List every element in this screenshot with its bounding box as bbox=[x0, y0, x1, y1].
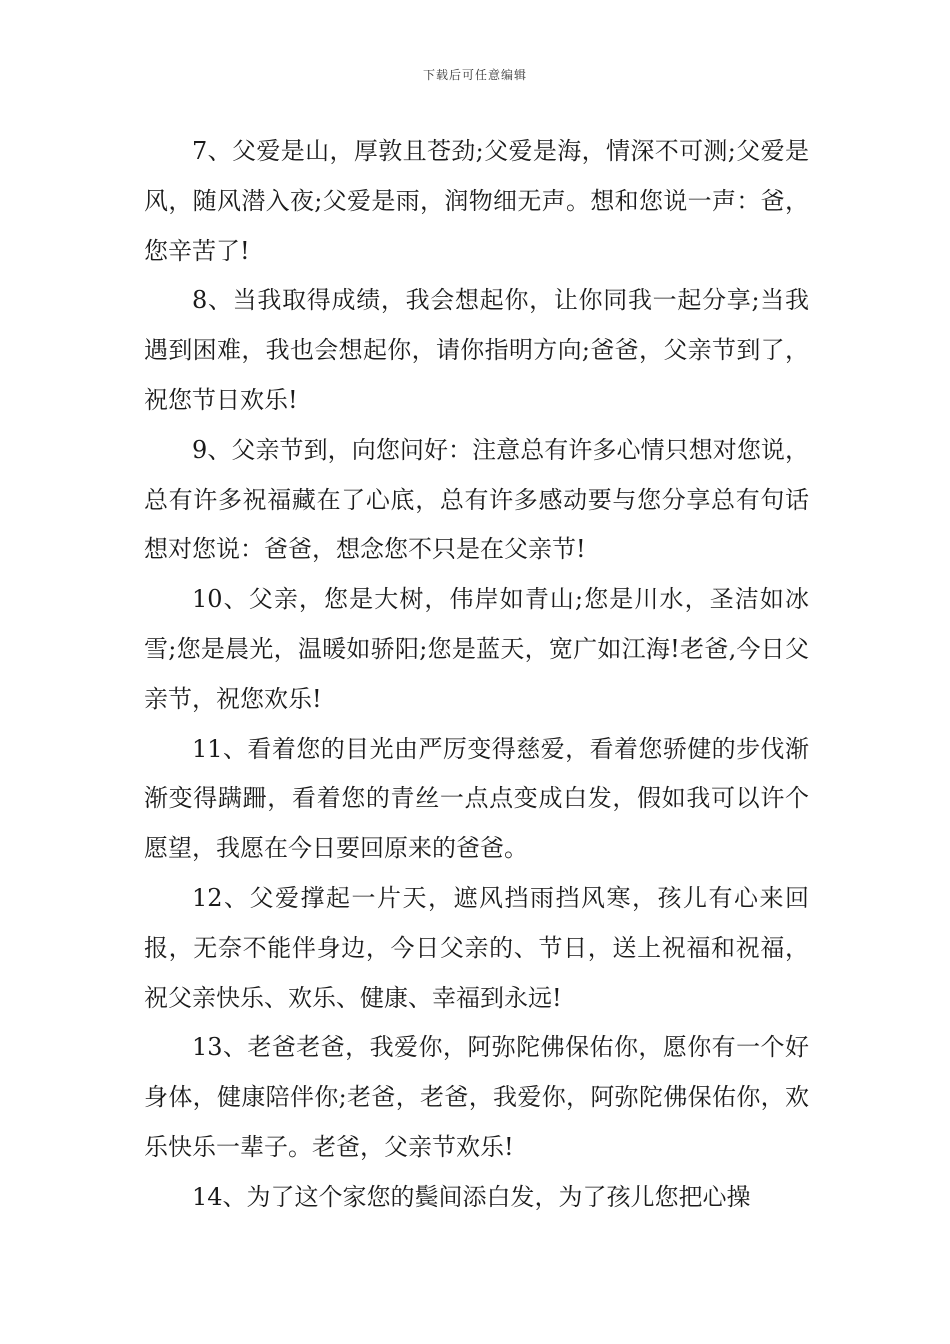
paragraph-7: 7、父爱是山，厚敦且苍劲;父爱是海，情深不可测;父爱是风，随风潜入夜;父爱是雨，润物细无声。想和您说一声：爸，您辛苦了! bbox=[144, 137, 809, 265]
paragraph-9: 9、父亲节到，向您问好：注意总有许多心情只想对您说，总有许多祝福藏在了心底，总有许多感动要与您分享总有句话想对您说：爸爸，想念您不只是在父亲节! bbox=[144, 435, 809, 564]
paragraph-14: 14、为了这个家您的鬓间添白发，为了孩儿您把心操 bbox=[192, 1182, 751, 1211]
paragraph-10: 10、父亲，您是大树，伟岸如青山;您是川水，圣洁如冰雪;您是晨光，温暖如骄阳;您是蓝天，宽广如江海!老爸,今日父亲节，祝您欢乐! bbox=[144, 585, 809, 713]
paragraph-12: 12、父爱撑起一片天，遮风挡雨挡风寒，孩儿有心来回报，无奈不能伴身边，今日父亲的、节日，送上祝福和祝福，祝父亲快乐、欢乐、健康、幸福到永远! bbox=[144, 883, 809, 1012]
paragraph-11: 11、看着您的目光由严厉变得慈爱，看着您骄健的步伐渐渐变得蹒跚，看着您的青丝一点点变成白发，假如我可以许个愿望，我愿在今日要回原来的爸爸。 bbox=[144, 734, 809, 863]
paragraph-8: 8、当我取得成绩，我会想起你，让你同我一起分享;当我遇到困难，我也会想起你，请你指明方向;爸爸，父亲节到了，祝您节日欢乐! bbox=[144, 286, 809, 414]
page-header: 下载后可任意编辑 bbox=[422, 68, 527, 82]
paragraph-13: 13、老爸老爸，我爱你，阿弥陀佛保佑你，愿你有一个好身体，健康陪伴你;老爸，老爸，我爱你，阿弥陀佛保佑你，欢乐快乐一辈子。老爸，父亲节欢乐! bbox=[144, 1033, 809, 1161]
document-body bbox=[144, 127, 809, 1223]
